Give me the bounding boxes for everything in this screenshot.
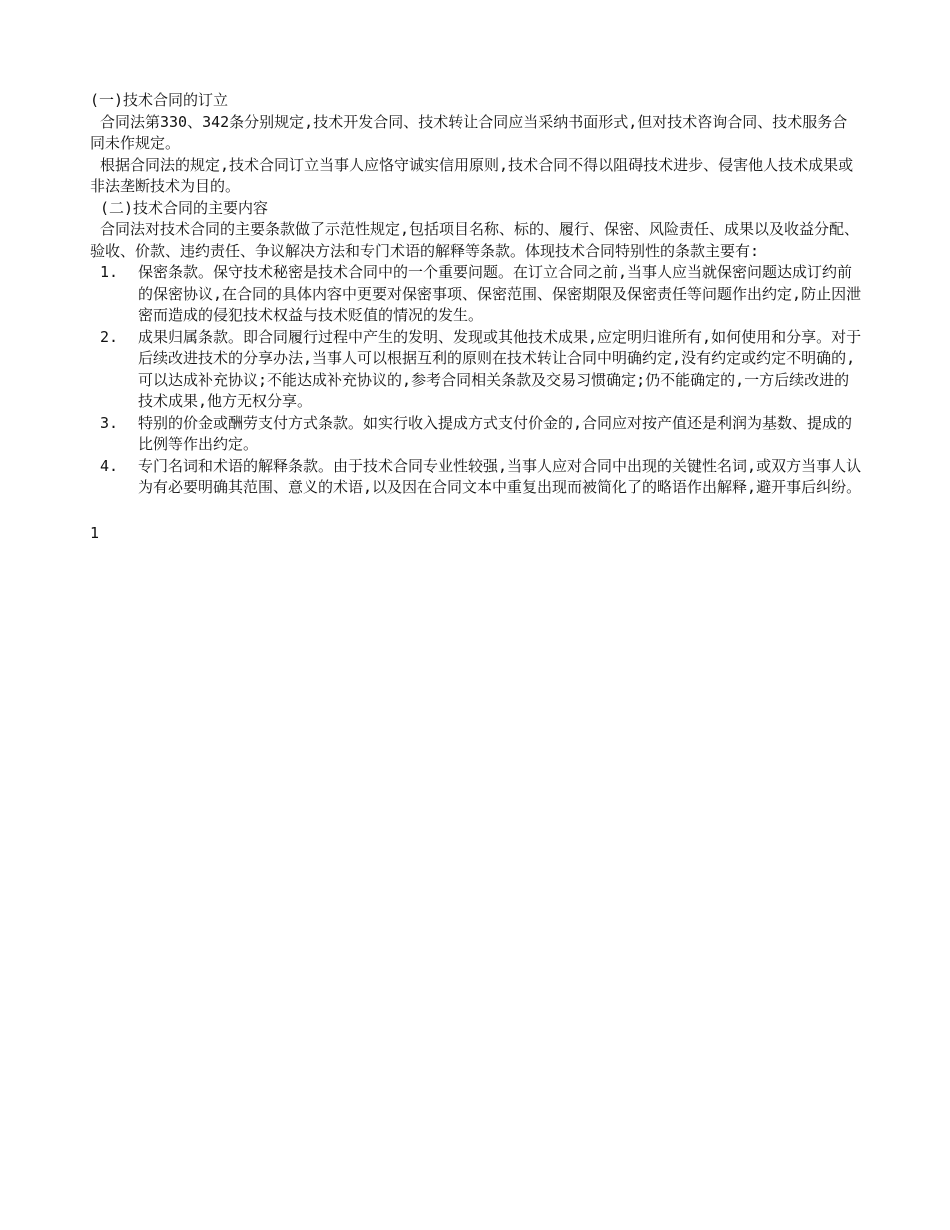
- list-item-number: 4.: [100, 456, 119, 475]
- section2-intro: 合同法对技术合同的主要条款做了示范性规定,包括项目名称、标的、履行、保密、风险责任、成果以及收益分配、验收、价款、违约责任、争议解决方法和专门术语的解释等条款。体现技术合同特别性的条款主要有:: [90, 220, 860, 260]
- list-item-number: 3.: [100, 413, 119, 432]
- list-item: [90, 456, 862, 499]
- list-item-number: 2.: [100, 327, 119, 346]
- list-item: [90, 413, 862, 456]
- list-item: [90, 327, 862, 413]
- section1-paragraph: 合同法第330、342条分别规定,技术开发合同、技术转让合同应当采纳书面形式,但对技术咨询合同、技术服务合同未作规定。: [90, 112, 848, 152]
- list-item-text: 专门名词和术语的解释条款。由于技术合同专业性较强,当事人应对合同中出现的关键性名词,或双方当事人认为有必要明确其范围、意义的术语,以及因在合同文本中重复出现而被简化了的略语作出解释,避开事后纠纷。: [138, 456, 862, 496]
- page-number: 1: [90, 524, 100, 542]
- list-item-text: 特别的价金或酬劳支付方式条款。如实行收入提成方式支付价金的,合同应对按产值还是利润为基数、提成的比例等作出约定。: [138, 413, 853, 453]
- list-item-text: 成果归属条款。即合同履行过程中产生的发明、发现或其他技术成果,应定明归谁所有,如何使用和分享。对于后续改进技术的分享办法,当事人可以根据互利的原则在技术转让合同中明确约定,没有约定或约定不明确的,可以达成补充协议;不能达成补充协议的,参考合同相关条款及交易习惯确定;仍不能确定的,一方后续改进的技术成果,他方无权分享。: [138, 327, 862, 410]
- list-item-number: 1.: [100, 263, 119, 281]
- clause-list: [90, 262, 862, 499]
- section-heading-2: (二)技术合同的主要内容: [100, 198, 269, 217]
- document-body: [90, 90, 862, 499]
- list-item: [90, 262, 862, 327]
- section1-paragraph: 根据合同法的规定,技术合同订立当事人应恪守诚实信用原则,技术合同不得以阻碍技术进步、侵害他人技术成果或非法垄断技术为目的。: [90, 155, 854, 195]
- list-item-text: 保密条款。保守技术秘密是技术合同中的一个重要问题。在订立合同之前,当事人应当就保密问题达成订约前的保密协议,在合同的具体内容中更要对保密事项、保密范围、保密期限及保密责任等问题作出约定,防止因泄密而造成的侵犯技术权益与技术贬值的情况的发生。: [138, 263, 862, 324]
- section-heading-1: (一)技术合同的订立: [90, 91, 229, 109]
